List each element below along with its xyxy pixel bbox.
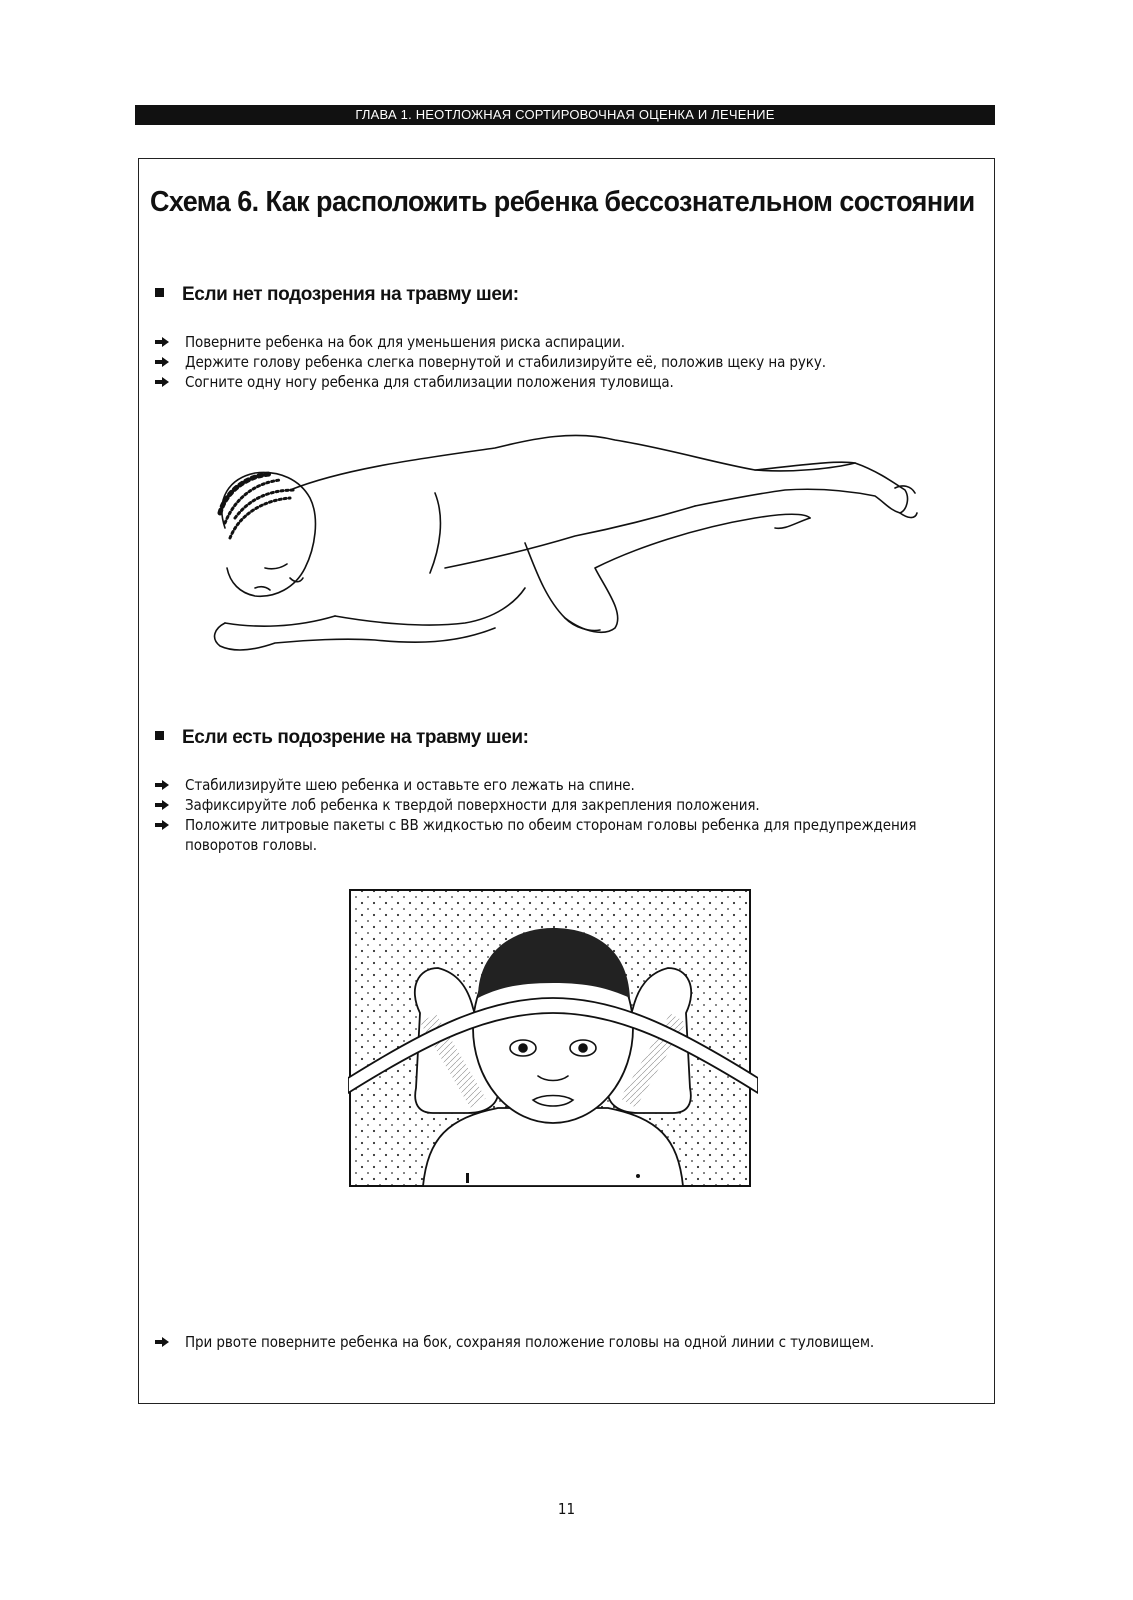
list-item: Согните одну ногу ребенка для стабилизации положения туловища. [155,372,826,392]
list-item: При рвоте поверните ребенка на бок, сохраняя положение головы на одной линии с туловищем. [155,1332,945,1352]
square-bullet-icon [155,288,164,297]
list-item: Поверните ребенка на бок для уменьшения риска аспирации. [155,332,826,352]
arrow-bullet-icon [155,377,169,387]
page-number: 11 [557,1500,576,1518]
section1-heading: Если нет подозрения на травму шеи: [155,284,519,306]
arrow-bullet-icon [155,1337,169,1347]
chapter-header: ГЛАВА 1. НЕОТЛОЖНАЯ СОРТИРОВОЧНАЯ ОЦЕНКА И ЛЕЧЕНИЕ [135,105,995,125]
arrow-bullet-icon [155,820,169,830]
footer-note-list [155,1332,945,1352]
list-item: Держите голову ребенка слегка повернутой и стабилизируйте её, положив щеку на руку. [155,352,826,372]
list-item: Зафиксируйте лоб ребенка к твердой поверхности для закрепления положения. [155,795,945,815]
section1-list [155,332,826,392]
recovery-position-illustration [195,418,945,688]
arrow-bullet-icon [155,780,169,790]
neck-stabilization-illustration [348,888,758,1188]
page-title: Схема 6. Как расположить ребенка бессознательном состоянии [150,186,975,218]
section2-heading: Если есть подозрение на травму шеи: [155,727,529,749]
arrow-bullet-icon [155,337,169,347]
square-bullet-icon [155,731,164,740]
list-item: Стабилизируйте шею ребенка и оставьте его лежать на спине. [155,775,945,795]
list-item: Положите литровые пакеты с ВВ жидкостью по обеим сторонам головы ребенка для предупреждения поворотов головы. [155,815,945,855]
section2-list [155,775,945,855]
arrow-bullet-icon [155,357,169,367]
arrow-bullet-icon [155,800,169,810]
